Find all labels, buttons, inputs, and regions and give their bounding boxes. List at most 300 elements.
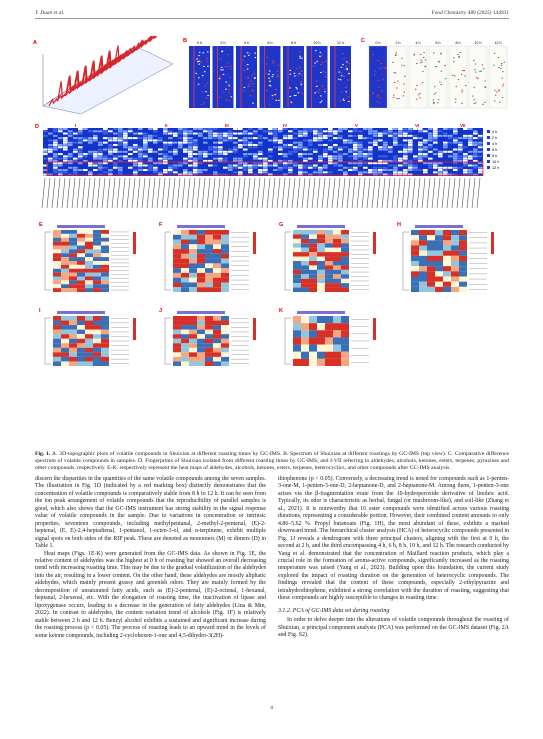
fingerprint-cell xyxy=(118,167,123,169)
heatmap-cell xyxy=(293,239,301,243)
compound-label-stub xyxy=(82,178,85,208)
fingerprint-cell xyxy=(148,169,153,171)
fingerprint-cell xyxy=(193,151,198,153)
fingerprint-cell xyxy=(353,137,358,139)
fingerprint-cell xyxy=(63,128,68,130)
fingerprint-cell xyxy=(188,162,193,164)
heatmap-cell xyxy=(173,348,181,353)
fingerprint-cell xyxy=(123,137,128,139)
fingerprint-cell xyxy=(148,149,153,151)
fingerprint-cell xyxy=(333,139,338,141)
fingerprint-cell xyxy=(353,142,358,144)
fingerprint-cell xyxy=(428,130,433,132)
heatmap-cell xyxy=(69,339,77,344)
fingerprint-cell xyxy=(253,133,258,135)
diff-spot xyxy=(462,70,463,71)
heatmap-cell xyxy=(85,325,93,330)
compound-label-stub xyxy=(402,178,405,208)
fingerprint-cell xyxy=(208,146,213,148)
ims-sample-label: 4 h xyxy=(244,41,249,45)
heatmap-cell xyxy=(205,249,213,254)
fingerprint-cell xyxy=(98,128,103,130)
diff-spot xyxy=(377,60,378,61)
fingerprint-cell xyxy=(223,135,228,137)
heatmap-cell xyxy=(333,265,341,269)
ims-spot xyxy=(252,90,254,91)
heatmap-cell xyxy=(93,361,101,366)
heatmap-cell xyxy=(189,240,197,245)
diff-spot xyxy=(398,98,399,99)
fingerprint-cell xyxy=(393,171,398,173)
ims-spot xyxy=(254,77,256,78)
fingerprint-cell xyxy=(303,144,308,146)
heatmap-cell xyxy=(85,257,93,261)
diff-spot xyxy=(433,52,434,53)
fingerprint-cell xyxy=(218,135,223,137)
heatmap-cell xyxy=(309,234,317,238)
heatmap-cell xyxy=(333,279,341,283)
colorbar xyxy=(133,232,136,254)
fingerprint-cell xyxy=(273,171,278,173)
fingerprint-cell xyxy=(388,146,393,148)
ims-sample-label: 2 h xyxy=(220,41,226,45)
diff-spot xyxy=(441,71,442,72)
fingerprint-cell xyxy=(303,164,308,166)
fingerprint-cell xyxy=(463,169,468,171)
fingerprint-cell xyxy=(413,146,418,148)
fingerprint-cell xyxy=(168,162,173,164)
fingerprint-cell xyxy=(478,137,483,139)
heatmap-cell xyxy=(189,278,197,283)
heatmap-cell xyxy=(197,268,205,273)
ims-spot xyxy=(223,92,225,93)
fingerprint-cell xyxy=(78,146,83,148)
ims-spot xyxy=(321,101,323,102)
ims-spot xyxy=(219,97,221,98)
fingerprint-cell xyxy=(193,137,198,139)
fingerprint-cell xyxy=(338,167,343,169)
ims-spot xyxy=(348,63,350,64)
ims-spot xyxy=(342,53,344,54)
region-label: IV xyxy=(283,123,288,128)
fingerprint-cell xyxy=(213,149,218,151)
diff-spot xyxy=(494,53,495,54)
ims-spot xyxy=(323,71,325,72)
fingerprint-cell xyxy=(208,169,213,171)
fingerprint-cell xyxy=(283,128,288,130)
fingerprint-cell xyxy=(213,151,218,153)
fingerprint-cell xyxy=(263,144,268,146)
fingerprint-cell xyxy=(408,164,413,166)
fingerprint-cell xyxy=(268,158,273,160)
ims-spot xyxy=(219,76,221,77)
heatmap-cell xyxy=(181,263,189,268)
heatmap-cell xyxy=(101,352,109,357)
fingerprint-cell xyxy=(478,153,483,155)
ims-spot xyxy=(277,75,279,76)
diff-spot xyxy=(465,85,466,86)
fingerprint-cell xyxy=(433,128,438,130)
fingerprint-cell xyxy=(478,139,483,141)
ims-spot xyxy=(205,98,207,99)
compound-label-stub xyxy=(272,178,275,208)
fingerprint-cell xyxy=(458,158,463,160)
heatmap-cell xyxy=(173,259,181,264)
heatmap-e xyxy=(39,222,151,302)
heatmap-cell xyxy=(459,261,467,266)
heatmap-cell xyxy=(451,277,459,282)
fingerprint-cell xyxy=(358,167,363,169)
ims-spot xyxy=(295,95,297,96)
heatmap-cell xyxy=(221,254,229,259)
diff-spot xyxy=(458,56,459,57)
fingerprint-cell xyxy=(263,142,268,144)
heatmap-cell xyxy=(77,343,85,348)
heatmap-cell xyxy=(317,274,325,278)
heatmap-cell xyxy=(419,235,427,240)
fingerprint-cell xyxy=(208,135,213,137)
fingerprint-cell xyxy=(78,167,83,169)
ims-spot xyxy=(225,89,227,90)
fingerprint-cell xyxy=(48,153,53,155)
heatmap-cell xyxy=(333,283,341,287)
fingerprint-cell xyxy=(308,167,313,169)
fingerprint-cell xyxy=(318,137,323,139)
ims-spot xyxy=(341,92,343,93)
fingerprint-cell xyxy=(413,171,418,173)
heatmap-cell xyxy=(293,283,301,287)
fingerprint-cell xyxy=(418,146,423,148)
region-label: II xyxy=(165,123,168,128)
fingerprint-cell xyxy=(153,153,158,155)
heatmap-cell xyxy=(69,265,77,269)
fingerprint-cell xyxy=(183,137,188,139)
heatmap-cell xyxy=(301,248,309,252)
fingerprint-cell xyxy=(393,139,398,141)
heatmap-cell xyxy=(317,345,325,352)
compound-label-stub xyxy=(52,178,55,208)
fingerprint-cell xyxy=(128,164,133,166)
fingerprint-cell xyxy=(143,146,148,148)
fingerprint-cell xyxy=(418,155,423,157)
heatmap-cell xyxy=(197,330,205,335)
diff-spot xyxy=(433,103,434,104)
heatmap-cell xyxy=(213,357,221,362)
fingerprint-cell xyxy=(333,153,338,155)
heatmap-cell xyxy=(181,357,189,362)
heatmap-cell xyxy=(213,282,221,287)
fingerprint-cell xyxy=(183,135,188,137)
dendrogram xyxy=(285,232,291,290)
heatmap-cell xyxy=(197,278,205,283)
fingerprint-cell xyxy=(473,146,478,148)
fingerprint-cell xyxy=(408,130,413,132)
fingerprint-cell xyxy=(88,153,93,155)
diff-sample-label: 2 h xyxy=(395,41,401,45)
heatmap-cell xyxy=(213,316,221,321)
fingerprint-cell xyxy=(108,149,113,151)
fingerprint-cell xyxy=(428,149,433,151)
fingerprint-cell xyxy=(328,139,333,141)
fingerprint-cell xyxy=(293,137,298,139)
fingerprint-cell xyxy=(338,137,343,139)
fingerprint-cell xyxy=(313,149,318,151)
fingerprint-cell xyxy=(293,155,298,157)
fingerprint-cell xyxy=(158,133,163,135)
heatmap-cell xyxy=(293,330,301,337)
heatmap-cell xyxy=(419,240,427,245)
fingerprint-cell xyxy=(208,142,213,144)
panel-d-fingerprint xyxy=(35,120,509,216)
fingerprint-cell xyxy=(213,130,218,132)
fingerprint-cell xyxy=(313,128,318,130)
ims-spot xyxy=(343,100,345,101)
compound-label-stub xyxy=(432,178,435,208)
heatmap-cell xyxy=(221,268,229,273)
fingerprint-cell xyxy=(83,171,88,173)
heatmap-cell xyxy=(61,261,69,265)
fingerprint-cell xyxy=(403,139,408,141)
fingerprint-cell xyxy=(73,171,78,173)
heatmap-cell xyxy=(173,352,181,357)
fingerprint-cell xyxy=(223,158,228,160)
ims-spot xyxy=(298,92,300,93)
fingerprint-cell xyxy=(463,146,468,148)
legend-label: 6 h xyxy=(492,148,498,152)
heatmap-cell xyxy=(205,316,213,321)
fingerprint-cell xyxy=(153,171,158,173)
fingerprint-cell xyxy=(158,162,163,164)
fingerprint-cell xyxy=(378,151,383,153)
fingerprint-cell xyxy=(178,167,183,169)
fingerprint-cell xyxy=(133,139,138,141)
fingerprint-cell xyxy=(58,133,63,135)
fingerprint-cell xyxy=(348,133,353,135)
heatmap-cell xyxy=(197,240,205,245)
fingerprint-cell xyxy=(208,130,213,132)
heatmap-cell xyxy=(53,246,61,250)
fingerprint-cell xyxy=(363,169,368,171)
fingerprint-cell xyxy=(188,158,193,160)
heatmap-cell xyxy=(317,265,325,269)
diff-spot xyxy=(414,54,415,55)
heatmap-cell xyxy=(435,282,443,287)
compound-label-stub xyxy=(322,178,325,208)
fingerprint-cell xyxy=(398,128,403,130)
ims-spot xyxy=(290,70,292,71)
fingerprint-cell xyxy=(83,128,88,130)
fingerprint-cell xyxy=(343,171,348,173)
fingerprint-cell xyxy=(273,144,278,146)
compound-label-stub xyxy=(332,178,335,208)
heatmap-cell xyxy=(293,257,301,261)
heatmap-cell xyxy=(101,343,109,348)
fingerprint-cell xyxy=(78,142,83,144)
heatmap-cell xyxy=(341,323,349,330)
diff-spot xyxy=(393,95,394,96)
fingerprint-cell xyxy=(73,167,78,169)
heatmap-cell xyxy=(341,252,349,256)
fingerprint-cell xyxy=(248,169,253,171)
heatmap-cell xyxy=(53,280,61,284)
heatmap-cell xyxy=(419,256,427,261)
heatmap-cell xyxy=(333,239,341,243)
fingerprint-cell xyxy=(383,139,388,141)
fingerprint-cell xyxy=(323,149,328,151)
fingerprint-cell xyxy=(373,135,378,137)
colorbar xyxy=(253,232,256,254)
fingerprint-cell xyxy=(298,153,303,155)
diff-spot xyxy=(455,99,456,100)
fingerprint-cell xyxy=(58,164,63,166)
heatmap-cell xyxy=(61,280,69,284)
fingerprint-cell xyxy=(433,171,438,173)
fingerprint-cell xyxy=(123,162,128,164)
fingerprint-cell xyxy=(353,162,358,164)
fingerprint-cell xyxy=(473,167,478,169)
fingerprint-cell xyxy=(318,171,323,173)
fingerprint-cell xyxy=(273,130,278,132)
ims-spot xyxy=(196,58,198,59)
fingerprint-cell xyxy=(463,133,468,135)
fingerprint-cell xyxy=(153,149,158,151)
fingerprint-cell xyxy=(208,155,213,157)
fingerprint-cell xyxy=(448,169,453,171)
fingerprint-cell xyxy=(118,164,123,166)
fingerprint-cell xyxy=(53,169,58,171)
fingerprint-cell xyxy=(408,158,413,160)
fingerprint-cell xyxy=(113,158,118,160)
heatmap-cell xyxy=(181,244,189,249)
fingerprint-cell xyxy=(58,153,63,155)
fingerprint-cell xyxy=(178,146,183,148)
fingerprint-cell xyxy=(368,151,373,153)
fingerprint-cell xyxy=(308,128,313,130)
heatmap-cell xyxy=(419,287,427,292)
ims-spot xyxy=(255,57,257,58)
fingerprint-cell xyxy=(208,158,213,160)
fingerprint-cell xyxy=(258,171,263,173)
fingerprint-cell xyxy=(343,146,348,148)
fingerprint-cell xyxy=(458,139,463,141)
fingerprint-cell xyxy=(133,164,138,166)
ims-spot xyxy=(325,76,327,77)
fingerprint-cell xyxy=(73,144,78,146)
fingerprint-cell xyxy=(338,158,343,160)
ims-spot xyxy=(300,67,302,68)
compound-label-stub xyxy=(172,178,175,208)
fingerprint-cell xyxy=(123,144,128,146)
fingerprint-cell xyxy=(93,130,98,132)
fingerprint-cell xyxy=(153,142,158,144)
fingerprint-cell xyxy=(353,151,358,153)
fingerprint-cell xyxy=(353,169,358,171)
heatmap-cell xyxy=(221,273,229,278)
fingerprint-cell xyxy=(293,169,298,171)
fingerprint-cell xyxy=(358,146,363,148)
heatmap-cell xyxy=(317,261,325,265)
ims-spot xyxy=(248,77,250,78)
compound-label-stub xyxy=(182,178,185,208)
fingerprint-cell xyxy=(108,139,113,141)
fingerprint-cell xyxy=(48,133,53,135)
fingerprint-cell xyxy=(338,135,343,137)
fingerprint-cell xyxy=(243,146,248,148)
diff-spot xyxy=(396,88,397,89)
fingerprint-cell xyxy=(138,137,143,139)
heatmap-cell xyxy=(205,278,213,283)
heatmap-cell xyxy=(333,330,341,337)
fingerprint-cell xyxy=(128,149,133,151)
fingerprint-cell xyxy=(443,130,448,132)
heatmap-cell xyxy=(301,239,309,243)
fingerprint-cell xyxy=(408,137,413,139)
heatmap-cell xyxy=(173,268,181,273)
fingerprint-cell xyxy=(338,151,343,153)
heatmap-cell xyxy=(53,325,61,330)
ims-spot xyxy=(205,91,207,92)
fingerprint-cell xyxy=(158,153,163,155)
fingerprint-cell xyxy=(393,133,398,135)
fingerprint-cell xyxy=(383,144,388,146)
fingerprint-cell xyxy=(288,155,293,157)
heatmap-cell xyxy=(301,345,309,352)
fingerprint-cell xyxy=(338,139,343,141)
fingerprint-cell xyxy=(413,153,418,155)
compound-label-stub xyxy=(407,178,410,208)
fingerprint-cell xyxy=(473,149,478,151)
heatmap-cell xyxy=(77,348,85,353)
heatmap-cell xyxy=(341,345,349,352)
diff-spot xyxy=(494,90,495,91)
heatmap-cell xyxy=(61,269,69,273)
fingerprint-cell xyxy=(378,164,383,166)
compound-label-stub xyxy=(302,178,305,208)
fingerprint-cell xyxy=(78,133,83,135)
diff-spot xyxy=(501,65,502,66)
fingerprint-cell xyxy=(358,128,363,130)
region-label: V xyxy=(355,123,358,128)
heatmap-cell xyxy=(173,321,181,326)
fingerprint-cell xyxy=(448,171,453,173)
heatmap-cell xyxy=(213,268,221,273)
heatmap-cell xyxy=(309,316,317,323)
fingerprint-cell xyxy=(158,155,163,157)
fingerprint-cell xyxy=(288,162,293,164)
fingerprint-cell xyxy=(263,137,268,139)
compound-label-stub xyxy=(427,178,430,208)
heatmap-cell xyxy=(197,343,205,348)
fingerprint-cell xyxy=(98,146,103,148)
heatmap-cell xyxy=(309,283,317,287)
fingerprint-cell xyxy=(188,135,193,137)
legend-swatch xyxy=(487,130,490,133)
panel-b-ims-spectrum xyxy=(183,36,355,114)
ims-spot xyxy=(248,55,250,56)
heatmap-cell xyxy=(459,282,467,287)
fingerprint-cell xyxy=(133,149,138,151)
compound-label-stub xyxy=(447,178,450,208)
heatmap-cell xyxy=(69,316,77,321)
heatmap-cell xyxy=(419,261,427,266)
region-label: VI xyxy=(415,123,420,128)
heatmap-cell xyxy=(333,230,341,234)
heatmap-cell xyxy=(69,321,77,326)
fingerprint-cell xyxy=(153,146,158,148)
heatmap-cell xyxy=(221,334,229,339)
fingerprint-cell xyxy=(328,169,333,171)
fingerprint-cell xyxy=(248,164,253,166)
